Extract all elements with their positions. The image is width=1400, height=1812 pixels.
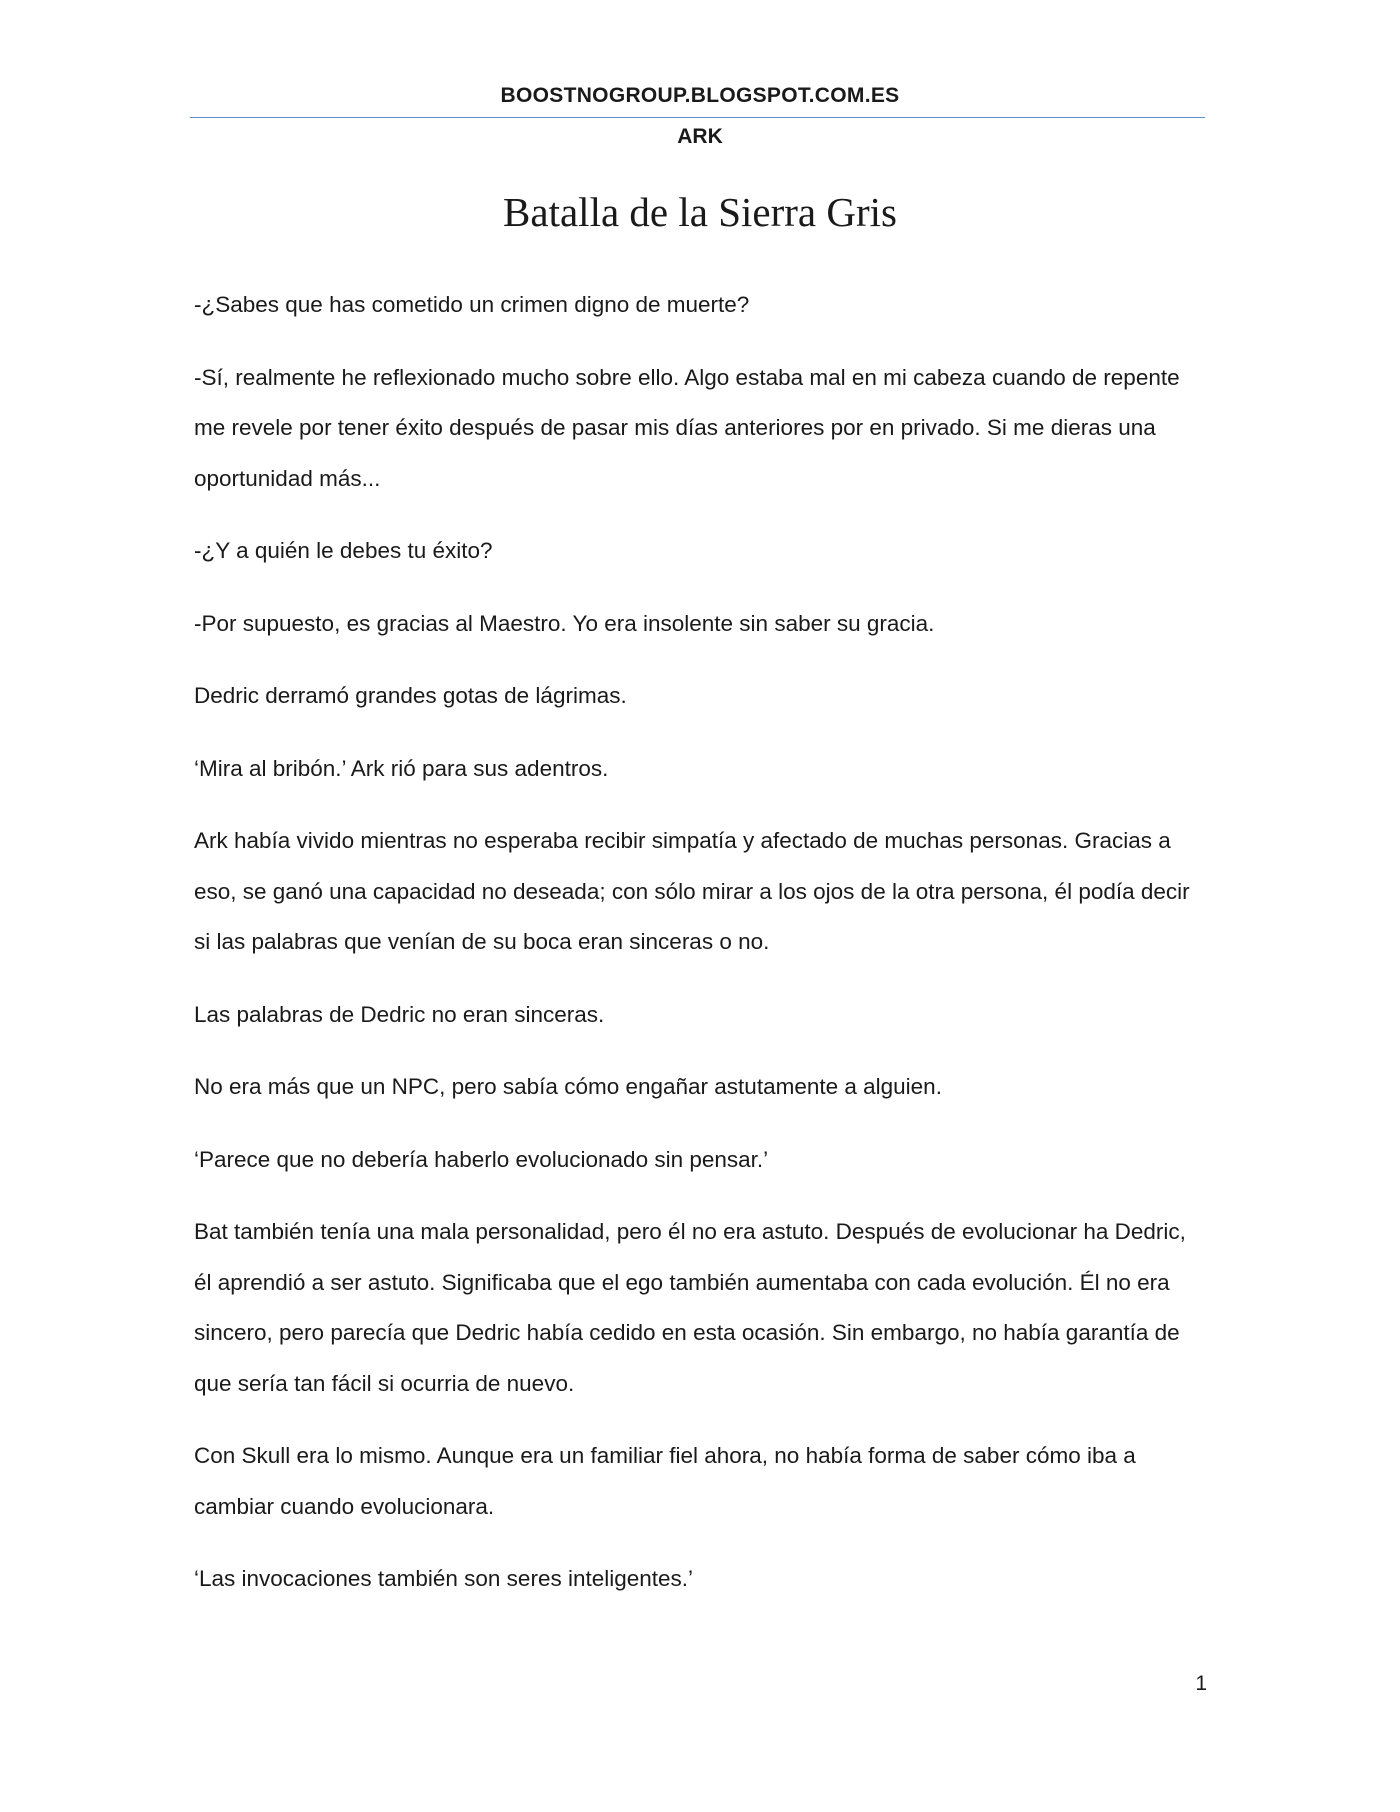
paragraph: -¿Sabes que has cometido un crimen digno de muerte? <box>194 292 750 317</box>
paragraph: ‘Las invocaciones también son seres inteligentes.’ <box>194 1566 694 1591</box>
paragraph: -Sí, realmente he reflexionado mucho sobre ello. Algo estaba mal en mi cabeza cuando de repente me revele por tener éxito después de pasar mis días anteriores por en privado. Si me dieras una oportunidad más... <box>194 364 1180 491</box>
paragraph: -Por supuesto, es gracias al Maestro. Yo era insolente sin saber su gracia. <box>194 610 935 636</box>
header-divider <box>190 117 1205 118</box>
body-text <box>194 280 1209 1627</box>
paragraph: Las palabras de Dedric no eran sinceras. <box>194 1001 605 1027</box>
paragraph: Ark había vivido mientras no esperaba recibir simpatía y afectado de muchas personas. Gracias a eso, se ganó una capacidad no deseada; con sólo mirar a los ojos de la otra persona, él podía decir si las palabras que venían de su boca eran sinceras o no. <box>194 828 1190 954</box>
paragraph: ‘Mira al bribón.’ Ark rió para sus adentros. <box>194 755 609 781</box>
paragraph: ‘Parece que no debería haberlo evolucionado sin pensar.’ <box>194 1146 769 1172</box>
paragraph: Con Skull era lo mismo. Aunque era un familiar fiel ahora, no había forma de saber cómo iba a cambiar cuando evolucionara. <box>194 1443 1136 1519</box>
paragraph: -¿Y a quién le debes tu éxito? <box>194 538 493 563</box>
paragraph: No era más que un NPC, pero sabía cómo engañar astutamente a alguien. <box>194 1074 942 1099</box>
chapter-title: Batalla de la Sierra Gris <box>503 189 897 235</box>
header-site-name: BOOSTNOGROUP.BLOGSPOT.COM.ES <box>500 84 900 107</box>
page-number: 1 <box>1195 1672 1207 1695</box>
paragraph: Bat también tenía una mala personalidad, pero él no era astuto. Después de evolucionar ha Dedric, él aprendió a ser astuto. Significaba que el ego también aumentaba con cada evolución. Él no era sincero, pero parecía que Dedric había cedido en esta ocasión. Sin embargo, no había garantía de que sería tan fácil si ocurria de nuevo. <box>194 1219 1186 1396</box>
header-book-title: ARK <box>677 125 723 148</box>
paragraph: Dedric derramó grandes gotas de lágrimas. <box>194 683 627 708</box>
